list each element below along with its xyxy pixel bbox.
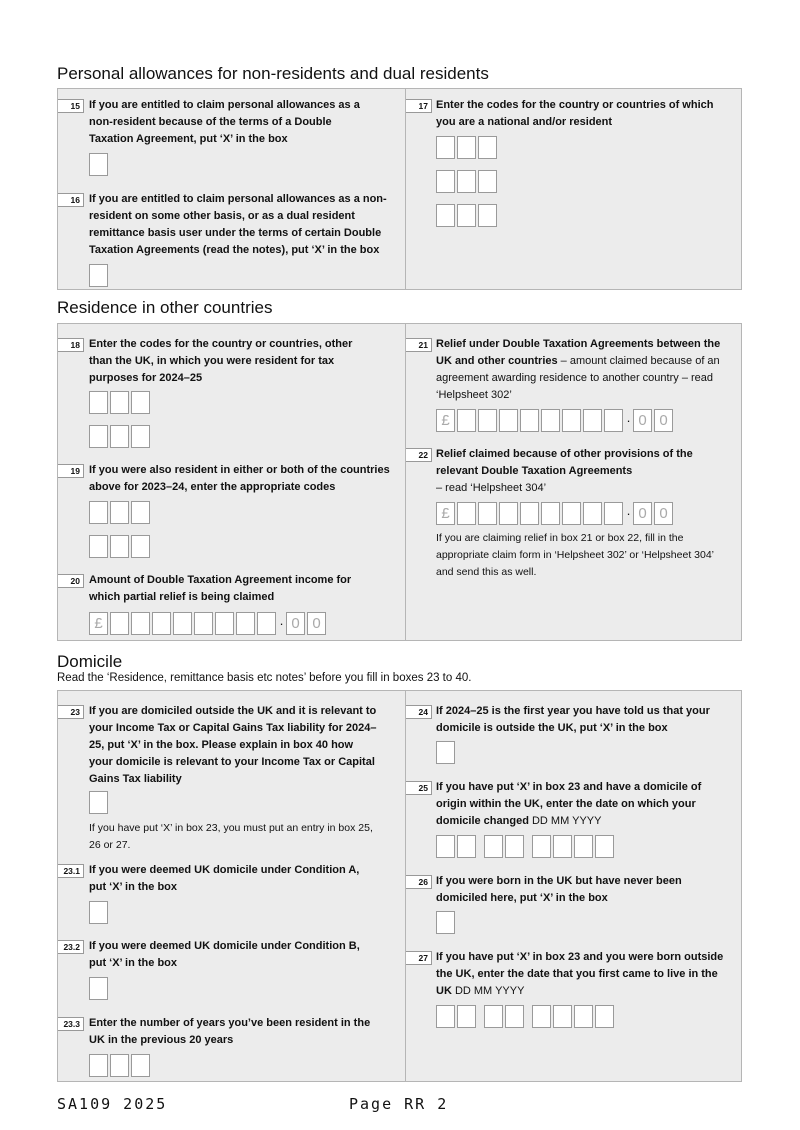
q25-date-format: DD MM YYYY (528, 815, 602, 827)
input-box[interactable] (583, 409, 602, 432)
input-box[interactable] (89, 1054, 108, 1077)
pence-box: 0 (633, 502, 652, 525)
q21-amount-field (436, 409, 675, 432)
input-box[interactable] (257, 612, 276, 635)
q27-bold-text: If you have put ‘X’ in box 23 and you were born outside the UK, enter the date that you first came to live in the UK (436, 951, 724, 997)
q21-bold-text: Relief under Double Taxation Agreements between the UK and other countries (436, 338, 721, 367)
input-box[interactable] (604, 409, 623, 432)
question-15-text: If you are entitled to claim personal allowances as a non-resident because of the terms of a Double Taxation Agreement, put ‘X’ in the box (89, 99, 360, 145)
input-box[interactable] (110, 391, 129, 414)
input-box[interactable] (131, 1054, 150, 1077)
input-box[interactable] (553, 835, 572, 858)
q20-amount-field (89, 612, 328, 635)
input-box[interactable] (520, 409, 539, 432)
input-box[interactable] (595, 1005, 614, 1028)
input-box[interactable] (89, 391, 108, 414)
input-box[interactable] (110, 535, 129, 558)
q23-note: If you have put ‘X’ in box 23, you must put an entry in box 25, 26 or 27. (89, 822, 373, 851)
input-box[interactable] (89, 264, 108, 287)
box-number-25: 25 (406, 781, 432, 795)
input-box[interactable] (562, 502, 581, 525)
section-title-personal-allowances: Personal allowances for non-residents and dual residents (57, 64, 489, 83)
q22-amount-field (436, 502, 675, 525)
box-number-21: 21 (406, 338, 432, 352)
input-box[interactable] (520, 502, 539, 525)
question-23-2-text: If you were deemed UK domicile under Condition B, put ‘X’ in the box (89, 940, 360, 969)
input-box[interactable] (541, 502, 560, 525)
input-box[interactable] (89, 153, 108, 176)
question-24-text: If 2024–25 is the first year you have told us that your domicile is outside the UK, put ‘X’ in the box (436, 705, 710, 734)
box-number-26: 26 (406, 875, 432, 889)
input-box[interactable] (505, 1005, 524, 1028)
input-box[interactable] (484, 835, 503, 858)
pence-box: 0 (286, 612, 305, 635)
question-18-text: Enter the codes for the country or countries, other than the UK, in which you were resident for tax purposes for 2024–25 (89, 338, 353, 384)
q22-bold-text: Relief claimed because of other provisions of the relevant Double Taxation Agreements (436, 448, 693, 477)
question-20-text: Amount of Double Taxation Agreement income for which partial relief is being claimed (89, 574, 352, 603)
footer-form-id: SA109 2025 (57, 1095, 168, 1113)
input-box[interactable] (110, 612, 129, 635)
input-box[interactable] (89, 425, 108, 448)
input-box[interactable] (574, 1005, 593, 1028)
q23-checkbox (89, 791, 110, 814)
input-box[interactable] (436, 1005, 455, 1028)
input-box[interactable] (436, 741, 455, 764)
question-17-text: Enter the codes for the country or countries of which you are a national and/or resident (436, 99, 714, 128)
footer-page-number: Page RR 2 (349, 1095, 449, 1113)
input-box[interactable] (436, 136, 455, 159)
input-box[interactable] (604, 502, 623, 525)
column-divider (405, 89, 406, 289)
box-number-22: 22 (406, 448, 432, 462)
input-box[interactable] (457, 136, 476, 159)
q18-code-row-2 (89, 425, 152, 448)
input-box[interactable] (457, 409, 476, 432)
input-box[interactable] (236, 612, 255, 635)
q15-checkbox (89, 153, 110, 176)
input-box[interactable] (478, 204, 497, 227)
question-25-text (436, 779, 731, 830)
input-box[interactable] (131, 425, 150, 448)
input-box[interactable] (89, 535, 108, 558)
q18-code-row-1 (89, 391, 152, 414)
box-number-20: 20 (58, 574, 84, 588)
input-box[interactable] (583, 502, 602, 525)
currency-symbol: £ (89, 612, 108, 635)
currency-symbol: £ (436, 502, 455, 525)
box-number-18: 18 (58, 338, 84, 352)
input-box[interactable] (131, 612, 150, 635)
input-box[interactable] (457, 1005, 476, 1028)
q24-checkbox (436, 741, 457, 764)
question-26-text: If you were born in the UK but have never been domiciled here, put ‘X’ in the box (436, 875, 682, 904)
q22-normal-text: – read ‘Helpsheet 304’ (436, 482, 547, 494)
pence-box: 0 (654, 409, 673, 432)
input-box[interactable] (194, 612, 213, 635)
input-box[interactable] (457, 835, 476, 858)
q27-date-field (436, 1005, 616, 1028)
q16-checkbox (89, 264, 110, 287)
q25-bold-text: If you have put ‘X’ in box 23 and have a domicile of origin within the UK, enter the date on which your domicile changed (436, 781, 702, 827)
input-box[interactable] (110, 1054, 129, 1077)
question-23-3-text: Enter the number of years you’ve been resident in the UK in the previous 20 years (89, 1017, 371, 1046)
q23-2-checkbox (89, 977, 110, 1000)
input-box[interactable] (89, 791, 108, 814)
question-22-text (436, 446, 728, 497)
panel-residence (57, 323, 742, 641)
input-box[interactable] (499, 502, 518, 525)
input-box[interactable] (595, 835, 614, 858)
decimal-point: · (626, 412, 631, 428)
input-box[interactable] (89, 901, 108, 924)
input-box[interactable] (457, 204, 476, 227)
pence-box: 0 (654, 502, 673, 525)
box-number-19: 19 (58, 464, 84, 478)
input-box[interactable] (574, 835, 593, 858)
input-box[interactable] (89, 977, 108, 1000)
decimal-point: · (279, 615, 284, 631)
question-23-1-text: If you were deemed UK domicile under Condition A, put ‘X’ in the box (89, 864, 360, 893)
q23-1-checkbox (89, 901, 110, 924)
q17-code-row-1 (436, 136, 499, 159)
currency-symbol: £ (436, 409, 455, 432)
question-27-text (436, 949, 726, 1000)
input-box[interactable] (215, 612, 234, 635)
box-number-17: 17 (406, 99, 432, 113)
question-16-text: If you are entitled to claim personal allowances as a non-resident on some other basis, or as a dual resident remittance basis user under the terms of certain Double Taxation Agreements (read the notes), put ‘X’ in the box (89, 193, 387, 256)
question-21-text (436, 336, 728, 404)
input-box[interactable] (173, 612, 192, 635)
q19-code-row-2 (89, 535, 152, 558)
section-title-domicile: Domicile (57, 652, 123, 671)
question-23-text: If you are domiciled outside the UK and it is relevant to your Income Tax or Capital Gains Tax liability for 2024–25, put ‘X’ in the box. Please explain in box 40 how your domicile is relevant to your Income Tax or Capital Gains Tax liability (89, 705, 377, 785)
pence-box: 0 (633, 409, 652, 432)
q19-code-row-1 (89, 501, 152, 524)
q23-3-years-field (89, 1054, 152, 1077)
q22-note: If you are claiming relief in box 21 or box 22, fill in the appropriate claim form in ‘Helpsheet 302’ or ‘Helpsheet 304’ and send this as well. (436, 532, 714, 578)
input-box[interactable] (110, 425, 129, 448)
panel-personal-allowances (57, 88, 742, 290)
box-number-23-2: 23.2 (58, 940, 84, 954)
box-number-23-1: 23.1 (58, 864, 84, 878)
input-box[interactable] (436, 835, 455, 858)
input-box[interactable] (562, 409, 581, 432)
section-title-residence: Residence in other countries (57, 298, 273, 317)
box-number-24: 24 (406, 705, 432, 719)
input-box[interactable] (457, 170, 476, 193)
q17-code-row-3 (436, 204, 499, 227)
input-box[interactable] (532, 835, 551, 858)
column-divider (405, 324, 406, 640)
input-box[interactable] (478, 136, 497, 159)
input-box[interactable] (457, 502, 476, 525)
q21-normal-text: – amount claimed because of an agreement awarding residence to another country – read ‘Helpsheet 302’ (436, 355, 720, 401)
box-number-23-3: 23.3 (58, 1017, 84, 1031)
input-box[interactable] (436, 170, 455, 193)
input-box[interactable] (553, 1005, 572, 1028)
q27-date-format: DD MM YYYY (451, 985, 525, 997)
input-box[interactable] (541, 409, 560, 432)
q17-code-row-2 (436, 170, 499, 193)
input-box[interactable] (478, 170, 497, 193)
question-19-text: If you were also resident in either or both of the countries above for 2023–24, enter the appropriate codes (89, 464, 390, 493)
input-box[interactable] (478, 409, 497, 432)
q25-date-field (436, 835, 616, 858)
decimal-point: · (626, 505, 631, 521)
input-box[interactable] (89, 501, 108, 524)
input-box[interactable] (436, 204, 455, 227)
box-number-15: 15 (58, 99, 84, 113)
input-box[interactable] (532, 1005, 551, 1028)
q26-checkbox (436, 911, 457, 934)
input-box[interactable] (131, 391, 150, 414)
input-box[interactable] (484, 1005, 503, 1028)
box-number-16: 16 (58, 193, 84, 207)
domicile-subtitle: Read the ‘Residence, remittance basis etc notes’ before you fill in boxes 23 to 40. (57, 672, 472, 684)
input-box[interactable] (131, 501, 150, 524)
input-box[interactable] (499, 409, 518, 432)
input-box[interactable] (478, 502, 497, 525)
input-box[interactable] (131, 535, 150, 558)
input-box[interactable] (436, 911, 455, 934)
panel-domicile (57, 690, 742, 1082)
box-number-27: 27 (406, 951, 432, 965)
pence-box: 0 (307, 612, 326, 635)
input-box[interactable] (152, 612, 171, 635)
input-box[interactable] (110, 501, 129, 524)
box-number-23: 23 (58, 705, 84, 719)
input-box[interactable] (505, 835, 524, 858)
